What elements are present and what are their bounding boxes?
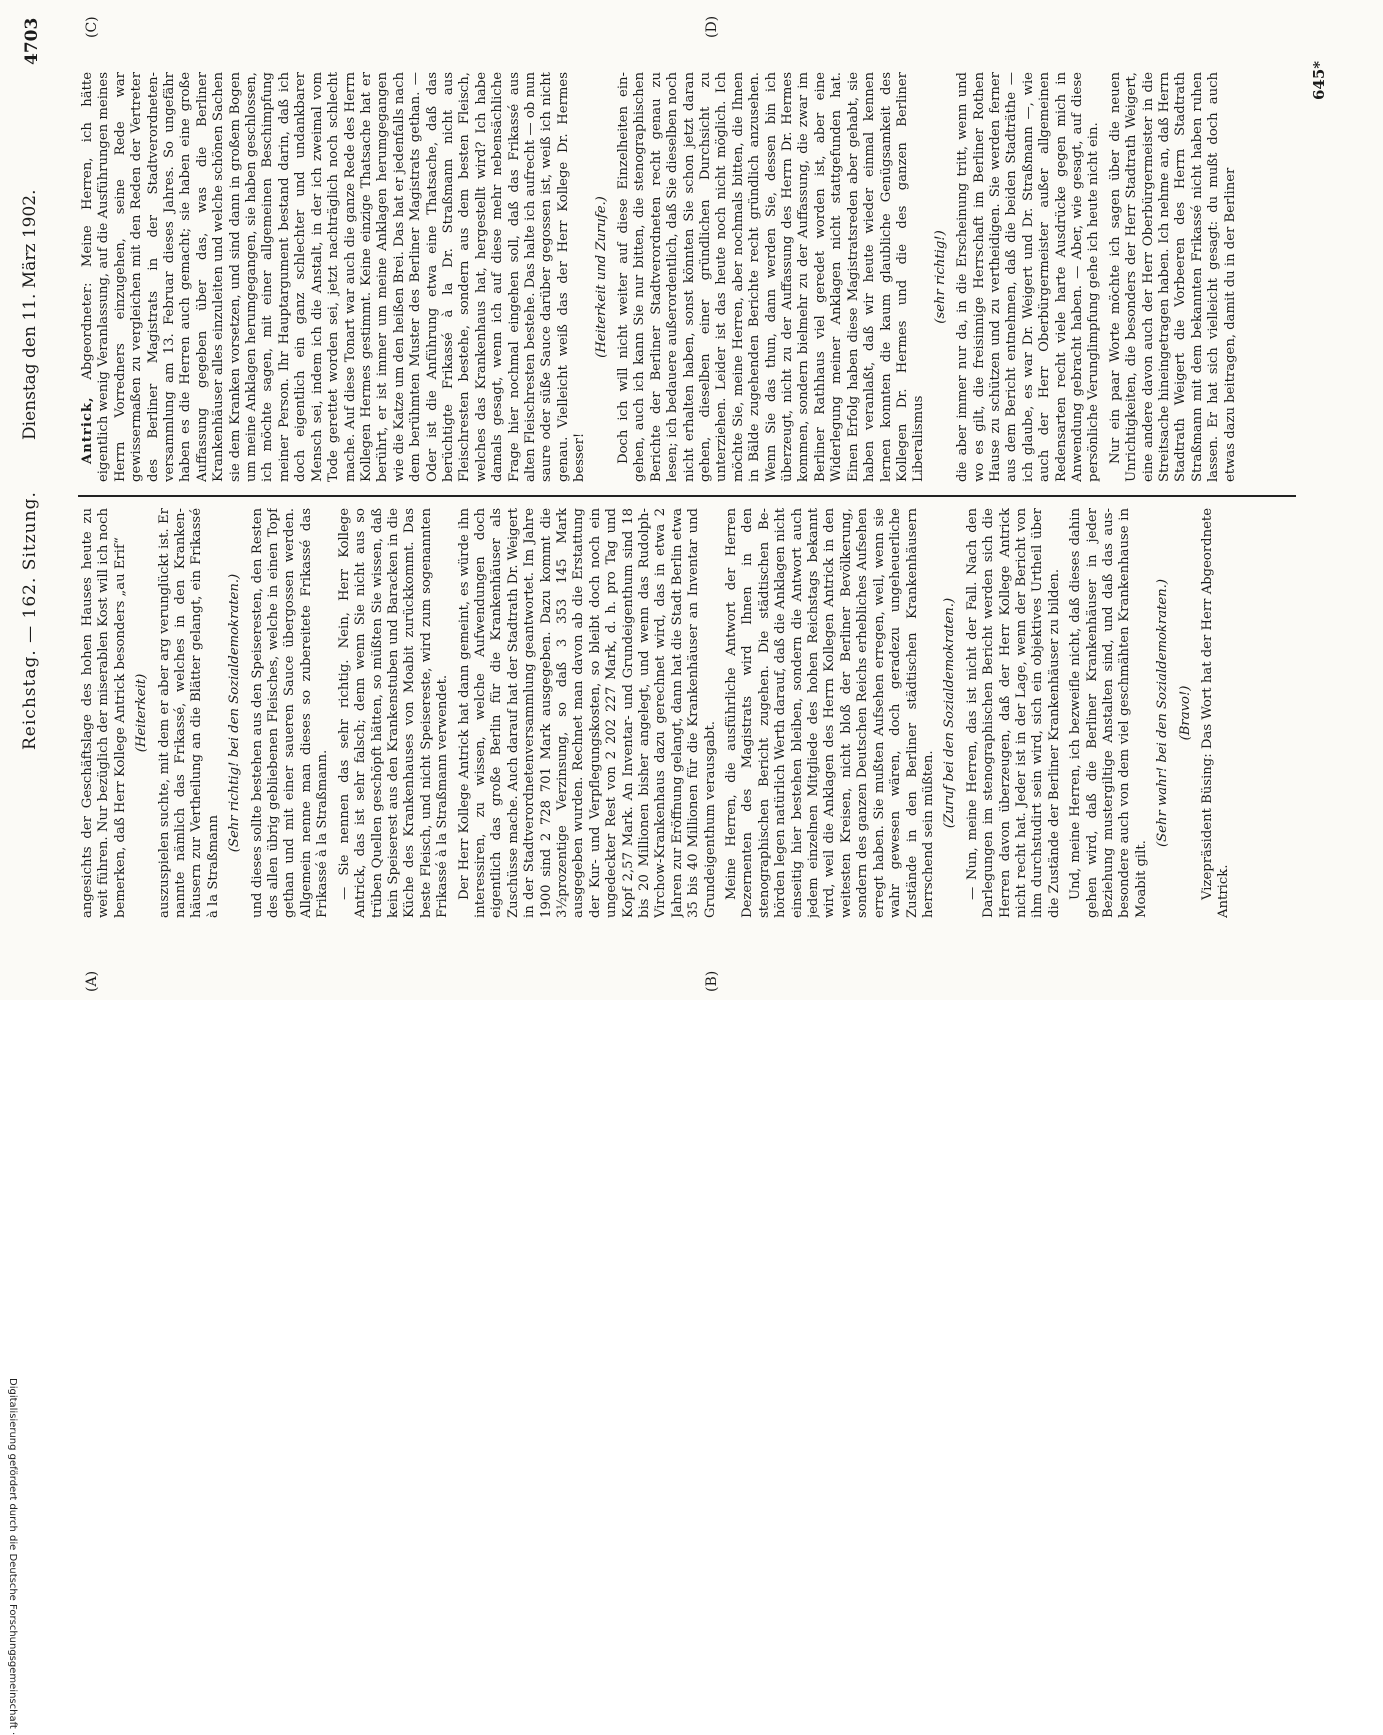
paragraph (724, 508, 937, 918)
left-column (80, 508, 1295, 918)
paragraph (616, 72, 928, 482)
paragraph (337, 508, 452, 918)
page-number: 4703 (22, 17, 42, 65)
paragraph (1108, 72, 1239, 482)
paragraph-text: angesichts der Geschäftslage des hohen Hauses heute zu weit führen. Nur bezüglich der miserablen Kost will ich noch bemerken, daß Herr Kollege Antrick besonders „au Erif“ (80, 508, 128, 918)
paragraph (965, 508, 1063, 918)
paragraph-text: Abgeordneter: Meine Herren, ich hätte eigentlich wenig Veranlassung, auf die Ausführungen meines Herrn Vorredners einzugehen, seine Rede war gewissermaßen zu vergleichen mit den Reden der Vertreter des Berliner Magistrats in der Stadtverordnetenversammlung am 13. Februar dieses Jahres. So ungefähr haben es die Herren auch gemacht; sie haben eine große Auffassung gegeben über das, was die Berliner Krankenhäuser alles einzuleiten und welche schönen Sachen sie dem Kranken vorsetzen, und sind dann in großem Bogen um meine Anklagen herumgegangen, sie haben geschlossen, ich möchte sagen, mit einer allgemeinen Beschimpfung meiner Person. Ihr Hauptargument bestand darin, daß ich doch eigentlich ein ganz schlechter und undankbarer Mensch sei, indem ich die Anstalt, in der ich zweimal vom Tode gerettet worden sei, jetzt nachträglich noch schlecht mache. Auf diese Tonart war auch die ganze Rede des Herrn Kollegen Hermes gestimmt. Keine einzige Thatsache hat er berührt, er ist immer um meine Anklagen herumgegangen wie die Katze um den heißen Brei. Das hat er jedenfalls nach dem berühmten Muster des Berliner Magistrats gethan. — Oder ist die Anführung etwa eine Thatsache, daß das berüchtigte Frikassé à la Dr. Straßmann nicht aus Fleischresten bestehe, sondern aus dem besten Fleisch, welches das Krankenhaus hat, hergestellt wird? Ich habe damals gesagt, wenn ich auf diese mehr nebensächliche Frage hier nochmal eingehen soll, daß das Frikassé aus alten Fleischresten bestehe. Das halte ich aufrecht — ob nun saure oder süße Sauce darüber gegossen ist, weiß ich nicht genau. Vielleicht weiß das der Herr Kollege Dr. Hermes besser! (80, 72, 588, 482)
paragraph (1068, 508, 1150, 918)
paragraph-text: Vizepräsident Büsing: Das Wort hat der Herr Abgeordnete Antrick. (1200, 508, 1232, 918)
digitization-credit: Digitalisierung gefördert durch die Deutsche Forschungsgemeinschaft · (7, 1378, 18, 1735)
reaction-note: (Heiterkeit) (134, 673, 150, 753)
paragraph-text: auszuspielen suchte, mit dem er aber arg verunglückt ist. Er nannte nämlich das Frikassé, welches in den Krankenhäusern zur Vertheilung an die Blätter gelangt, ein Frikassé à la Straßmann (156, 508, 221, 918)
paragraph-text: und dieses sollte bestehen aus den Speiseresten, den Resten des allen übrig gebliebenen Fleisches, welche in einen Topf gethan und mit einer saueren Sauce übergossen werden. Allgemein nenne man dieses so zubereitete Frikassé das Frikassé à la Straßmann. (249, 508, 331, 918)
paragraph (955, 72, 1103, 482)
paragraph (250, 508, 332, 918)
reaction-note: (Zuruf bei den Sozialdemokraten.) (942, 597, 958, 829)
paragraph-text: Und, meine Herren, ich bezweifle nicht, daß dieses dahin gehen wird, daß die Berliner Krankenhäuser in jeder Beziehung mustergiltige Anstalten sind, und daß das ausbesondere auch von dem viel geschmähten Krankenhause in Moabit gilt. (1068, 508, 1149, 918)
header-left-title: Reichstag. — 162. Sitzung. (20, 491, 40, 750)
reaction-note: (Bravo!) (1177, 685, 1193, 741)
paragraph-text: — Nun, meine Herren, das ist nicht der Fall. Nach den Darlegungen im stenographischen Bericht werden sich die Herren davon überzeugen, daß der Herr Kollege Antrick nicht recht hat. Jeder ist in der Lage, wenn der Bericht von ihm durchstudirt sein wird, sich ein objektives Urtheil über die Zustände der Berliner Krankenhäuser zu bilden. (964, 508, 1062, 918)
paragraph (157, 508, 223, 918)
header-right-title: Dienstag den 11. März 1902. (20, 189, 40, 440)
paragraph-text: Meine Herren, die ausführliche Antwort der Herren Dezernenten des Magistrats wird Ihnen in den stenographischen Bericht zugehen. Die städtischen Behörden legen natürlich Werth darauf, daß die Anklagen nicht einseitig hier bestehen bleiben, sondern die Antwort auch jedem einzelnen Mitgliede des hohen Reichstags bekannt wird, weil die Anklagen des Herrn Kollegen Antrick in den weitesten Kreisen, nicht bloß der Berliner Bevölkerung, sondern des ganzen Deutschen Reichs erhebliches Aufsehen erregt haben. Sie mußten Aufsehen erregen, weil, wenn sie wahr gewesen wären, doch geradezu ungeheuerliche Zustände in den Berliner städtischen Krankenhäusern herrschend sein müßten. (724, 508, 936, 918)
speaker-name: Antrick, (80, 379, 95, 464)
paragraph-text: Nur ein paar Worte möchte ich sagen über die neuen Unrichtigkeiten, die besonders der Herr Stadtrath Weigert, eine andere davon auch der Herr Oberbürgermeister in die Streitsache hineingetragen haben. Ich nehme an, daß Herrn Stadtrath Weigert die Vorbeeren des Herrn Stadtrath Straßmann mit dem bekannten Frikassé nicht haben ruhen lassen. Er hat sich vielleicht gesagt: du mußt doch auch etwas dazu beitragen, damit du in der Berliner (1107, 72, 1238, 482)
paragraph (80, 508, 129, 918)
right-column (80, 72, 1295, 482)
paragraph-text: die aber immer nur da, in die Erscheinung tritt, wenn und wo es gilt, die freisinnige Herrschaft im Berliner Rothen Hause zu schützen und zu vertheidigen. Sie werden ferner aus dem Bericht entnehmen, daß die beiden Stadträthe — ich glaube, es war Dr. Weigert und Dr. Straßmann —, wie auch der Herr Oberbürgermeister außer allgemeinen Redensarten recht viele harte Ausdrücke gegen mich in Anwendung gebracht haben. — Aber, wie gesagt, auf diese persönliche Verunglimpfung gehe ich heute nicht ein. (955, 72, 1102, 482)
paragraph-text: Der Herr Kollege Antrick hat dann gemeint, es würde ihn interessiren, zu wissen, welche Aufwendungen doch eigentlich das große Berlin für die Krankenhäuser als Zuschüsse mache. Auch darauf hat der Stadtrath Dr. Weigert in der Stadtverordnetenversammlung geantwortet. Im Jahre 1900 sind 2 728 701 Mark ausgegeben. Dazu kommt die 3½prozentige Verzinsung, so daß 3 353 145 Mark ausgegeben wurden. Rechnet man davon ab die Erstattung der Kur- und Verpflegungskosten, so bleibt doch noch ein ungedeckter Rest von 2 202 227 Mark, d. h. pro Tag und Kopf 2,57 Mark. An Inventar- und Grundeigenthum sind 18 bis 20 Millionen bisher angelegt, und wenn das Rudolph-Virchow-Krankenhaus dazu gerechnet wird, das in etwa 2 Jahren zur Eröffnung gelangt, dann hat die Stadt Berlin etwa 35 bis 40 Millionen für die Krankenhäuser an Inventar und Grundeigenthum verausgabt. (456, 508, 718, 918)
paragraph (457, 508, 720, 918)
reaction-note: (sehr richtig!) (932, 230, 948, 324)
margin-mark-c: (C) (84, 16, 100, 38)
paragraph-text: Doch ich will nicht weiter auf diese Einzelheiten eingehen, auch ich kann Sie nur bitten, die stenographischen Berichte der Berliner Stadtverordneten recht genau zu lesen; ich bedauere außerordentlich, daß Sie dieselben noch nicht erhalten haben, sonst könnten Sie schon jetzt daran gehen, dieselben einer gründlichen Durchsicht zu unterziehen. Leider ist das heute noch nicht möglich. Ich möchte Sie, meine Herren, aber nochmals bitten, die Ihnen in Bälde zugehenden Berichte recht gründlich anzusehen. Wenn Sie das thun, dann werden Sie, dessen bin ich überzeugt, nicht zu der Auffassung des Herrn Dr. Hermes kommen, sondern bielmehr zu der Auffassung, die zwar im Berliner Rathhaus viel geredet worden ist, aber eine Widerlegung meiner Anklagen nicht stattgefunden hat. Einen Erfolg haben diese Magistratsreden aber gehabt, sie haben veranlaßt, daß wir heute wieder einmal kennen lernen konnten die kaum glaubliche Genügsamkeit des Kollegen Dr. Hermes und die des ganzen Berliner Liberalismus (616, 72, 927, 482)
paragraph (1200, 508, 1233, 918)
signature-mark: 645* (1310, 60, 1328, 100)
paragraph-text: — Sie nennen das sehr richtig. Nein, Herr Kollege Antrick, das ist sehr falsch; denn wenn Sie nicht aus so trüben Quellen geschöpft hätten, so müßten Sie wissen, daß kein Speiserest aus den Krankenstuben und Baracken in die Küche des Krankenhauses von Moabit zurückkommt. Das beste Fleisch, und nicht Speisereste, wird zum sogenannten Frikassé à la Straßmann verwendet. (336, 508, 451, 918)
margin-mark-a: (A) (84, 970, 100, 992)
page-header (0, 0, 70, 1000)
margin-mark-b: (B) (704, 970, 720, 992)
reaction-note: (Heiterkeit und Zurufe.) (593, 196, 609, 358)
column-divider (78, 495, 1296, 497)
reaction-note: (Sehr richtig! bei den Sozialdemokraten.) (227, 573, 243, 853)
paragraph (80, 72, 589, 482)
reaction-note: (Sehr wahr! bei den Sozialdemokraten.) (1155, 579, 1171, 847)
margin-mark-d: (D) (704, 15, 720, 38)
